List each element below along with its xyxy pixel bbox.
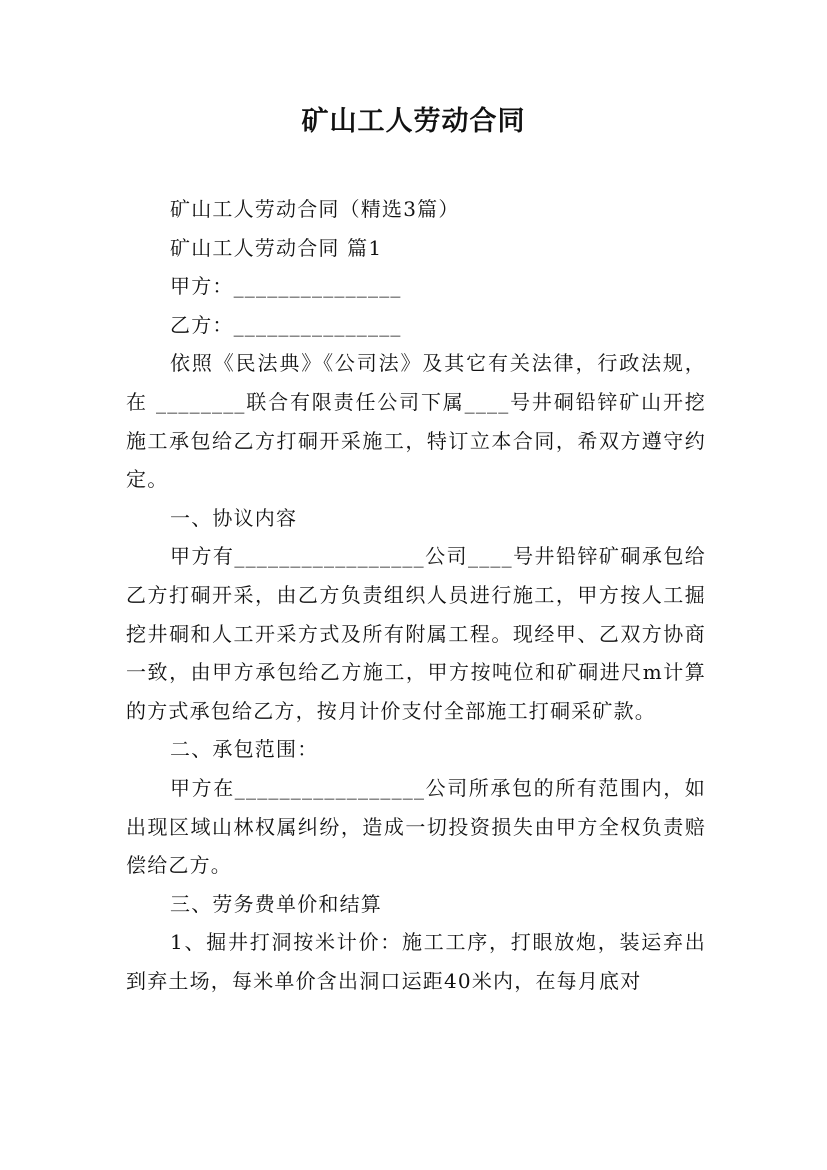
- party-b-line: 乙方：_______________: [170, 312, 402, 337]
- preamble-paragraph: 依照《民法典》《公司法》及其它有关法律，行政法规，在 ________联合有限责任公司下属____号井硐铅锌矿山开挖施工承包给乙方打硐开采施工，特订立本合同，希双方遵守约定。: [126, 351, 706, 492]
- section-heading-part-1: 矿山工人劳动合同 篇1: [170, 235, 383, 260]
- heading-labor-fee: 三、劳务费单价和结算: [170, 891, 382, 916]
- document-title: 矿山工人劳动合同: [301, 106, 526, 137]
- document-body: [126, 190, 706, 1000]
- heading-agreement-content: 一、协议内容: [170, 505, 298, 530]
- contract-scope-paragraph: 甲方在_________________公司所承包的所有范围内，如出现区域山林权属纠纷，造成一切投资损失由甲方全权负责赔偿给乙方。: [126, 775, 706, 878]
- labor-fee-paragraph: 1、掘井打洞按米计价：施工工序，打眼放炮，装运弃出到弃土场，每米单价含出洞口运距40米内，在每月底对: [126, 930, 706, 993]
- subtitle-paragraph: 矿山工人劳动合同（精选3篇）: [170, 197, 460, 221]
- agreement-content-paragraph: 甲方有_________________公司____号井铅锌矿硐承包给乙方打硐开采，由乙方负责组织人员进行施工，甲方按人工掘挖井硐和人工开采方式及所有附属工程。现经甲、乙双方协商一致，由甲方承包给乙方施工，甲方按吨位和矿硐进尺m计算的方式承包给乙方，按月计价支付全部施工打硐采矿款。: [126, 544, 706, 723]
- party-a-line: 甲方：_______________: [170, 274, 402, 299]
- heading-contract-scope: 二、承包范围：: [170, 737, 319, 762]
